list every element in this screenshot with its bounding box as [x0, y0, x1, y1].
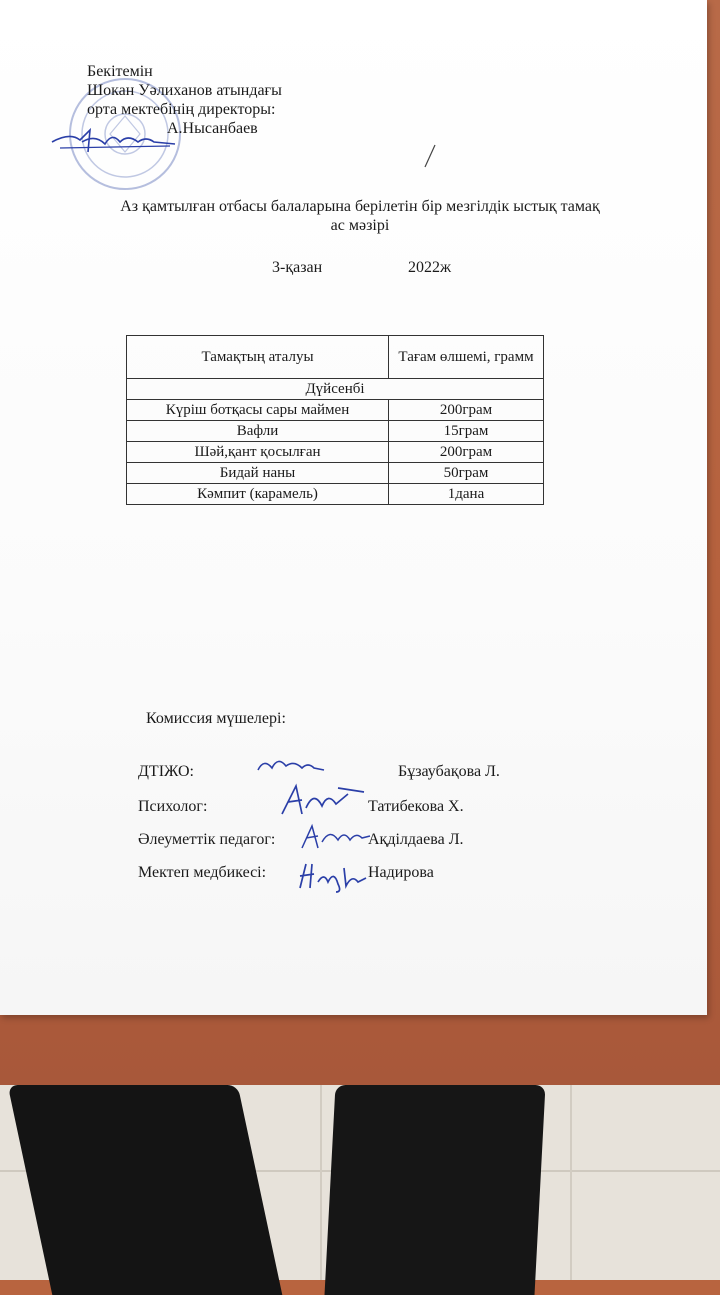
column-header: Тамақтың аталуы: [127, 336, 389, 379]
member-name: Татибекова Х.: [368, 798, 464, 815]
approval-line: орта мектебінің директоры:: [87, 101, 276, 118]
table-row: [127, 484, 544, 505]
table-row: [127, 463, 544, 484]
dish-amount: 50грам: [389, 463, 544, 484]
table-day-row: [127, 379, 544, 400]
approval-line: А.Нысанбаев: [167, 120, 258, 137]
person-leg-right: [324, 1085, 545, 1295]
pen-mark: [423, 143, 437, 169]
floor-tile-line: [320, 1085, 322, 1280]
dish-amount: 200грам: [389, 400, 544, 421]
member-role: Әлеуметтік педагог:: [138, 831, 276, 848]
dish-name: Шәй,қант қосылған: [127, 442, 389, 463]
title-line: ас мәзірі: [330, 217, 390, 234]
title-line: Аз қамтылған отбасы балаларына берілетін бір мезгілдік ыстық тамақ: [120, 198, 600, 215]
signature-icon: [50, 122, 180, 162]
page-title: [70, 197, 650, 235]
dish-name: Бидай наны: [127, 463, 389, 484]
member-name: Надирова: [368, 864, 434, 881]
signature-icon: [296, 858, 368, 894]
dish-name: Кәмпит (карамель): [127, 484, 389, 505]
column-header: Тағам өлшемі, грамм: [389, 336, 544, 379]
date-day: 3-қазан: [272, 259, 323, 276]
member-name: Бұзаубақова Л.: [398, 763, 500, 780]
signature-icon: [256, 752, 326, 782]
dish-amount: 1дана: [389, 484, 544, 505]
member-role: ДТІЖО:: [138, 763, 194, 780]
member-name: Ақділдаева Л.: [368, 831, 464, 848]
commission-member: [138, 798, 698, 820]
signature-icon: [278, 780, 368, 820]
menu-table: [126, 335, 544, 505]
dish-name: Күріш ботқасы сары маймен: [127, 400, 389, 421]
commission-member: [138, 831, 698, 853]
table-row: [127, 400, 544, 421]
commission-member: [138, 864, 698, 886]
dish-name: Вафли: [127, 421, 389, 442]
date-year: 2022ж: [408, 259, 452, 276]
table-row: [127, 442, 544, 463]
signature-icon: [300, 820, 372, 854]
commission-member: [138, 763, 698, 785]
table-header-row: [127, 336, 544, 379]
approval-line: Шокан Уәлиханов атындағы: [87, 82, 282, 99]
floor-tile-line: [570, 1085, 572, 1280]
table-row: [127, 421, 544, 442]
member-role: Психолог:: [138, 798, 208, 815]
commission-title: Комиссия мүшелері:: [146, 710, 286, 727]
day-label: Дүйсенбі: [127, 379, 544, 400]
dish-amount: 15грам: [389, 421, 544, 442]
member-role: Мектеп медбикесі:: [138, 864, 267, 881]
dish-amount: 200грам: [389, 442, 544, 463]
person-leg-left: [8, 1085, 283, 1295]
approval-line: Бекітемін: [87, 63, 153, 80]
